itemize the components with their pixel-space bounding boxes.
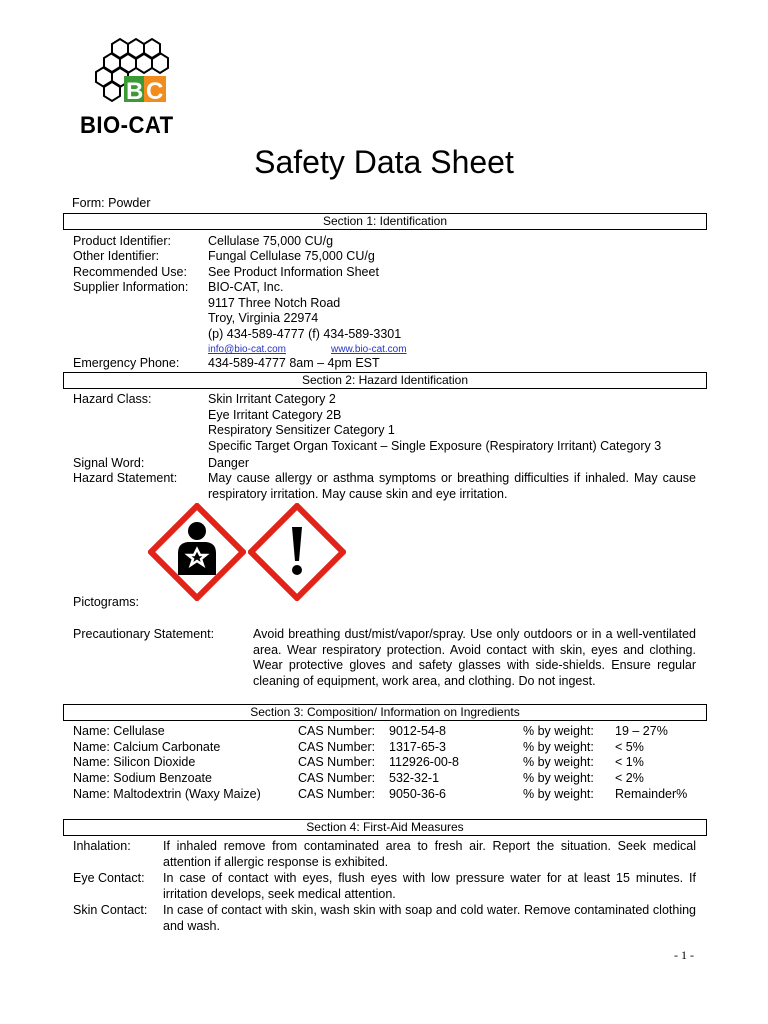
value-other-identifier: Fungal Cellulase 75,000 CU/g (208, 249, 375, 263)
cas-number: 1317-65-3 (389, 740, 446, 754)
cas-number: 532-32-1 (389, 771, 440, 785)
hazard-class-item: Specific Target Organ Toxicant – Single Exposure (Respiratory Irritant) Category 3 (208, 439, 662, 453)
label-eye-contact: Eye Contact: (73, 871, 145, 885)
page-title: Safety Data Sheet (254, 144, 514, 180)
cas-label: CAS Number: (298, 755, 376, 769)
value-recommended-use: See Product Information Sheet (208, 265, 379, 279)
exclamation-mark-icon (248, 503, 346, 601)
cas-number: 112926-00-8 (389, 755, 459, 769)
cas-label: CAS Number: (298, 740, 376, 754)
cas-label: CAS Number: (298, 724, 376, 738)
form-type: Form: Powder (72, 196, 151, 210)
hazard-class-item: Eye Irritant Category 2B (208, 408, 342, 422)
weight-label: % by weight: (523, 771, 594, 785)
page-number: - 1 - (674, 948, 694, 962)
value-hazard-statement: May cause allergy or asthma symptoms or breathing difficulties if inhaled. May cause respiratory irritation. May cause skin and eye irritation. (208, 471, 696, 501)
brand-name: BIO-CAT (80, 112, 174, 139)
weight-value: < 1% (615, 755, 644, 769)
label-recommended-use: Recommended Use: (73, 265, 187, 279)
ingredient-name: Name: Silicon Dioxide (73, 755, 196, 769)
label-pictograms: Pictograms: (73, 595, 139, 609)
weight-label: % by weight: (523, 724, 594, 738)
supplier-phone-fax: (p) 434-589-4777 (f) 434-589-3301 (208, 327, 402, 341)
cas-number: 9012-54-8 (389, 724, 446, 738)
label-emergency-phone: Emergency Phone: (73, 356, 180, 370)
svg-text:B: B (126, 78, 144, 105)
value-skin-contact: In case of contact with skin, wash skin with soap and cold water. Remove contaminated clothing and wash. (163, 903, 696, 933)
value-emergency-phone: 434-589-4777 8am – 4pm EST (208, 356, 380, 370)
label-hazard-statement: Hazard Statement: (73, 471, 178, 485)
value-eye-contact: In case of contact with eyes, flush eyes with low pressure water for at least 15 minutes. If irritation develops, seek medical attention. (163, 871, 696, 901)
weight-value: Remainder% (615, 787, 688, 801)
weight-value: < 5% (615, 740, 644, 754)
weight-value: 19 – 27% (615, 724, 668, 738)
value-precautionary-statement: Avoid breathing dust/mist/vapor/spray. Use only outdoors or in a well-ventilated area. Wear respiratory protection. Avoid contact with skin, eyes and clothing. Wear protective gloves and safety glasses with side-shields. Ensure regular cleaning of equipment, work area, and clothing. Do not ingest. (253, 627, 696, 688)
ingredient-name: Name: Cellulase (73, 724, 165, 738)
svg-text:C: C (146, 78, 164, 105)
label-hazard-class: Hazard Class: (73, 392, 152, 406)
cas-number: 9050-36-6 (389, 787, 446, 801)
value-supplier-name: BIO-CAT, Inc. (208, 280, 284, 294)
hazard-class-item: Skin Irritant Category 2 (208, 392, 336, 406)
label-signal-word: Signal Word: (73, 456, 145, 470)
label-product-identifier: Product Identifier: (73, 234, 171, 248)
label-precautionary-statement: Precautionary Statement: (73, 627, 215, 641)
supplier-address-line1: 9117 Three Notch Road (208, 296, 341, 310)
value-inhalation: If inhaled remove from contaminated area to fresh air. Report the situation. Seek medical attention if allergic response is exhibited. (163, 839, 696, 869)
label-skin-contact: Skin Contact: (73, 903, 148, 917)
section-1-header: Section 1: Identification (63, 213, 707, 230)
label-other-identifier: Other Identifier: (73, 249, 160, 263)
cas-label: CAS Number: (298, 787, 376, 801)
label-inhalation: Inhalation: (73, 839, 131, 853)
weight-label: % by weight: (523, 787, 594, 801)
weight-value: < 2% (615, 771, 644, 785)
label-supplier-information: Supplier Information: (73, 280, 189, 294)
value-product-identifier: Cellulase 75,000 CU/g (208, 234, 334, 248)
supplier-email-link[interactable]: info@bio-cat.com (208, 344, 286, 355)
ingredient-name: Name: Maltodextrin (Waxy Maize) (73, 787, 261, 801)
supplier-website-link[interactable]: www.bio-cat.com (331, 344, 407, 355)
cas-label: CAS Number: (298, 771, 376, 785)
weight-label: % by weight: (523, 755, 594, 769)
section-3-header: Section 3: Composition/ Information on Ingredients (63, 704, 707, 721)
health-hazard-icon (148, 503, 246, 601)
ingredient-name: Name: Calcium Carbonate (73, 740, 221, 754)
section-2-header: Section 2: Hazard Identification (63, 372, 707, 389)
weight-label: % by weight: (523, 740, 594, 754)
supplier-address-line2: Troy, Virginia 22974 (208, 311, 319, 325)
hazard-class-item: Respiratory Sensitizer Category 1 (208, 423, 395, 437)
value-signal-word: Danger (208, 456, 249, 470)
section-4-header: Section 4: First-Aid Measures (63, 819, 707, 836)
ingredient-name: Name: Sodium Benzoate (73, 771, 212, 785)
